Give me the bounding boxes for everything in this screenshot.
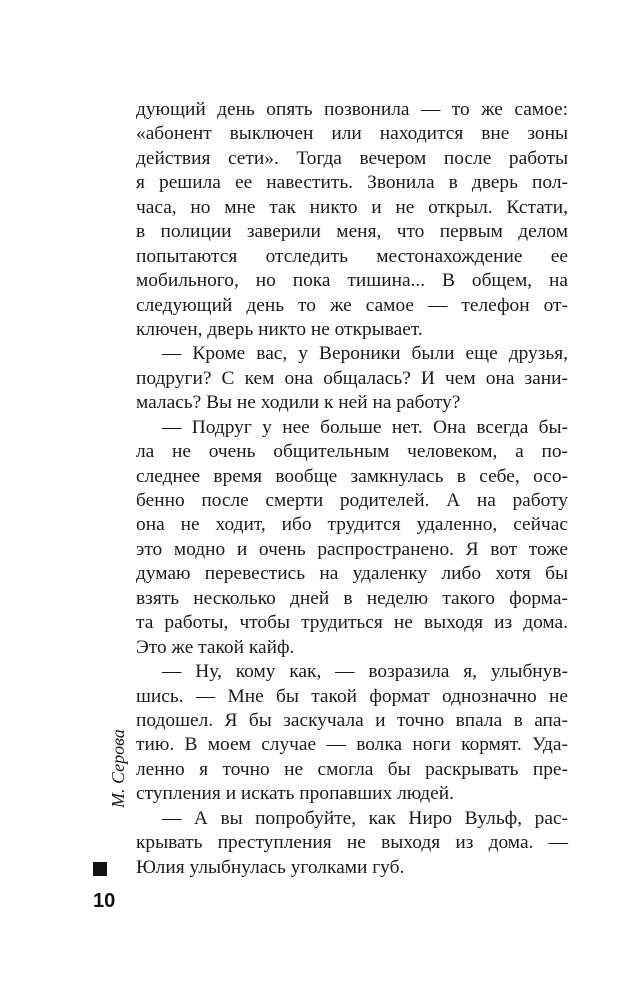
text-line: тию. В моем случае — волка ноги кормят. Уда- [136,734,568,756]
text-line: ленно я точно не смогла бы раскрывать пре- [136,758,568,780]
text-line: взять несколько дней в неделю такого форма- [136,587,568,609]
text-line: действия сети». Тогда вечером после работы [136,147,568,169]
text-line: бенно после смерти родителей. А на работу [136,490,568,511]
text-line: крывать преступления не выходя из дома. — [136,832,568,854]
page-number: 10 [93,890,116,912]
text-line: ключен, дверь никто не открывает. [136,318,423,340]
text-line: ла не очень общительным человеком, а по- [136,441,568,463]
text-line: ступления и искать пропавших людей. [136,783,454,805]
text-line: — Подруг у нее больше нет. Она всегда бы- [162,416,568,438]
text-line: в полиции заверили меня, что первым делом [136,221,568,243]
text-line: она не ходит, ибо трудится удаленно, сейчас [136,514,568,536]
text-line: я решила ее навестить. Звонила в дверь пол- [136,172,568,194]
text-line: следнее время вообще замкнулась в себе, осо- [136,465,568,487]
text-line: попытаются отследить местонахождение ее [136,245,568,267]
text-line: Это же такой кайф. [136,636,295,658]
text-line: думаю перевестись на удаленку либо хотя бы [136,563,568,585]
text-line: та работы, чтобы трудиться не выходя из дома. [136,612,568,634]
text-line: подруги? С кем она общалась? И чем она зани- [136,367,568,389]
text-line: «абонент выключен или находится вне зоны [136,123,568,145]
text-line: дующий день опять позвонила — то же самое: [136,99,568,120]
text-line: шись. — Мне бы такой формат однозначно не [136,685,568,707]
text-line: — Кроме вас, у Вероники были еще друзья, [162,343,568,365]
running-head-author: М. Серова [108,729,128,808]
text-line: подошел. Я бы заскучала и точно впала в апа- [136,709,568,731]
page-marker-square [93,862,107,876]
text-line: следующий день то же самое — телефон от- [136,294,568,316]
text-line: Юлия улыбнулась уголками губ. [136,856,405,878]
text-line: — Ну, кому как, — возразила я, улыбнув- [162,661,568,683]
text-line: — А вы попробуйте, как Ниро Вульф, рас- [162,807,568,829]
text-line: мобильного, но пока тишина... В общем, на [136,270,568,292]
body-text [136,98,568,880]
text-line: часа, но мне так никто и не открыл. Кстати, [136,196,568,218]
text-line: это модно и очень распространено. Я вот тоже [136,538,568,560]
text-line: малась? Вы не ходили к ней на работу? [136,392,461,414]
